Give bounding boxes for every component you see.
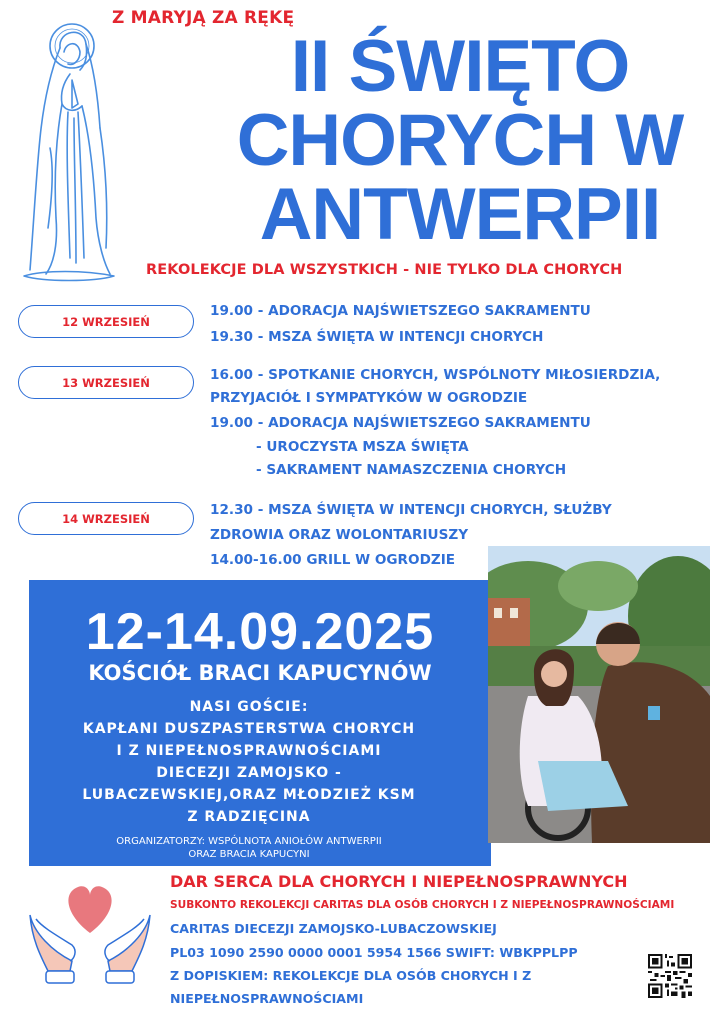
schedule-line: PRZYJACIÓŁ I SYMPATYKÓW W OGRODZIE	[210, 390, 528, 406]
tagline: Z MARYJĄ ZA RĘKĘ	[112, 8, 295, 28]
schedule-line: 19.00 - ADORACJA NAJŚWIETSZEGO SAKRAMENTU	[210, 303, 591, 319]
day-pill-14: 14 WRZESIEŃ	[18, 502, 194, 535]
organizers-block	[49, 835, 449, 861]
schedule-line: 19.30 - MSZA ŚWIĘTA W INTENCJI CHORYCH	[210, 329, 544, 345]
guests-line: LUBACZEWSKIEJ,ORAZ MŁODZIEŻ KSM	[82, 787, 416, 803]
title-line-1: II ŚWIĘTO	[290, 26, 630, 107]
title-line-2: CHORYCH W	[236, 100, 684, 181]
guests-line: I Z NIEPEŁNOSPRAWNOŚCIAMI	[116, 743, 382, 759]
schedule-line: 19.00 - ADORACJA NAJŚWIETSZEGO SAKRAMENTU	[210, 415, 591, 431]
guests-line: Z RADZIĘCINA	[187, 809, 311, 825]
donation-account: PL03 1090 2590 0000 0001 5954 1566 SWIFT: WBKPPLPP	[170, 945, 578, 960]
mary-illustration-icon	[14, 8, 118, 286]
donation-note-line: NIEPEŁNOSPRAWNOŚCIAMI	[170, 991, 364, 1006]
event-church: KOŚCIÓŁ BRACI KAPUCYNÓW	[88, 661, 432, 685]
donation-note-line: Z DOPISKIEM: REKOLEKCJE DLA OSÓB CHORYCH I Z	[170, 968, 532, 983]
guests-block	[49, 696, 449, 828]
page-title	[200, 26, 720, 255]
organizers-line: ORGANIZATORZY: WSPÓLNOTA ANIOŁÓW ANTWERPII	[116, 836, 382, 847]
schedule-line: 14.00-16.00 GRILL W OGRODZIE	[210, 552, 456, 568]
title-line-3: ANTWERPII	[259, 174, 661, 255]
organizers-line: ORAZ BRACIA KAPUCYNI	[188, 849, 310, 860]
schedule-line: 16.00 - SPOTKANIE CHORYCH, WSPÓLNOTY MIŁOSIERDZIA,	[210, 367, 661, 383]
schedule-line: - UROCZYSTA MSZA ŚWIĘTA	[256, 439, 469, 455]
guests-line: DIECEZJI ZAMOJSKO -	[156, 765, 342, 781]
event-dates: 12-14.09.2025	[85, 603, 435, 661]
subtitle: REKOLEKCJE DLA WSZYSTKICH - NIE TYLKO DLA CHORYCH	[146, 262, 623, 278]
event-photo	[488, 546, 710, 843]
guests-line: KAPŁANI DUSZPASTERSTWA CHORYCH	[82, 721, 416, 737]
donation-organization: CARITAS DIECEZJI ZAMOJSKO-LUBACZOWSKIEJ	[170, 921, 497, 936]
day-pill-12: 12 WRZESIEŃ	[18, 305, 194, 338]
day-pill-13: 13 WRZESIEŃ	[18, 366, 194, 399]
schedule-line: 12.30 - MSZA ŚWIĘTA W INTENCJI CHORYCH, SŁUŻBY	[210, 502, 612, 518]
qr-code-icon	[648, 954, 692, 998]
donation-subaccount: SUBKONTO REKOLEKCJI CARITAS DLA OSÓB CHORYCH I Z NIEPEŁNOSPRAWNOŚCIAMI	[170, 899, 675, 911]
schedule-line: ZDROWIA ORAZ WOLONTARIUSZY	[210, 527, 469, 543]
donation-title: DAR SERCA DLA CHORYCH I NIEPEŁNOSPRAWNYCH	[170, 872, 628, 891]
guests-line: NASI GOŚCIE:	[189, 699, 309, 715]
schedule-line: - SAKRAMENT NAMASZCZENIA CHORYCH	[256, 462, 567, 478]
heart-hands-icon	[26, 875, 154, 985]
